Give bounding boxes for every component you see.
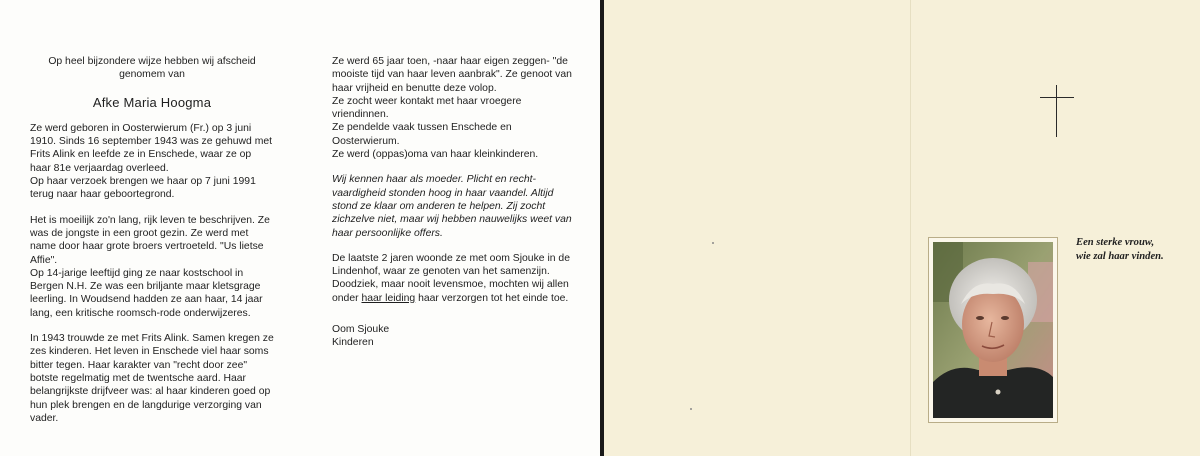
quote-line1: Een sterke vrouw, [1076, 237, 1155, 248]
friends-line: Ze zocht weer kontakt met haar vroegere vriendinnen. [332, 95, 522, 121]
grandma-line: Ze werd (oppas)oma van haar kleinkinderen. [332, 149, 539, 161]
intro-line1: Op heel bijzondere wijze hebben wij afscheid [48, 56, 256, 67]
intro [30, 55, 274, 82]
portrait-photo [933, 242, 1053, 418]
page-fold [910, 0, 911, 456]
signature-line1: Oom Sjouke [332, 324, 390, 336]
paragraph-marriage: In 1943 trouwde ze met Frits Alink. Samen kregen ze zes kinderen. Het leven in Enschede viel haar soms bitter tegen. Haar karakter van "recht door zee" botste regelmatig met de twentsche aard. Haar belangrijkste drijfveer was: al haar kinderen goed op hun plek brengen en de langdurige verzorging van vader. [30, 333, 274, 424]
paragraph-birth: Ze werd geboren in Oosterwierum (Fr.) op 3 juni 1910. Sinds 16 september 1943 was ze gehuwd met Frits Alink en leefde ze in Enschede, waar ze op haar 81e verjaardag overleed. [30, 122, 273, 174]
obituary-text-right [332, 55, 580, 362]
paper-speck [712, 242, 714, 244]
last-years-post: haar verzorgen tot het einde toe. [415, 292, 569, 304]
paragraph-childhood: Het is moeilijk zo'n lang, rijk leven te beschrijven. Ze was de jongste in een groot gezin. Ze werd met name door haar grote broers vertroeteld. "Us lietse Affie". [30, 214, 270, 266]
last-years-underline: haar leiding [361, 292, 416, 304]
quote [1076, 236, 1198, 263]
retirement-line: Ze werd 65 jaar toen, -naar haar eigen zeggen- "de mooiste tijd van haar leven aanbrak". Ze genoot van haar vrijheid en benutte deze volop. [332, 56, 572, 94]
paper-speck [690, 408, 692, 410]
signature-line2: Kinderen [332, 337, 374, 349]
commute-line: Ze pendelde vaak tussen Enschede en Oosterwierum. [332, 122, 512, 147]
paragraph-retirement [332, 55, 580, 161]
cross-icon [1040, 85, 1074, 137]
paragraph-school: Op 14-jarige leeftijd ging ze naar kostschool in Bergen N.H. Ze was een briljante maar kletsgrage leerling. In Woudsend hadden ze aan haar, 14 jaar lang, een kritische roomsch-rode onderwijzeres. [30, 267, 263, 319]
intro-line2: genomem van [119, 69, 185, 81]
signature [332, 323, 580, 350]
paragraph-burial: Op haar verzoek brengen we haar op 7 juni 1991 terug naar haar geboortegrond. [30, 176, 256, 201]
paragraph-last-years [332, 252, 580, 305]
right-page [604, 0, 1200, 456]
deceased-name: Afke Maria Hoogma [92, 94, 212, 110]
last-years-pre: De laatste 2 jaren woonde ze met oom Sjouke in de Lindenhof, waar ze genoten van het samenzijn. Doodziek, maar nooit levensmoe, mochten wij allen onder [332, 252, 570, 304]
obituary-text-left [30, 55, 274, 437]
quote-line2: wie zal haar vinden. [1076, 250, 1164, 262]
paragraph-mother: Wij kennen haar als moeder. Plicht en recht-vaardigheid stonden hoog in haar vaandel. Altijd stond ze klaar om anderen te helpen. Zij zocht zichzelve niet, maar wij hebben nauwelijks weet van haar persoonlijke offers. [332, 174, 572, 239]
portrait-frame [928, 237, 1058, 423]
